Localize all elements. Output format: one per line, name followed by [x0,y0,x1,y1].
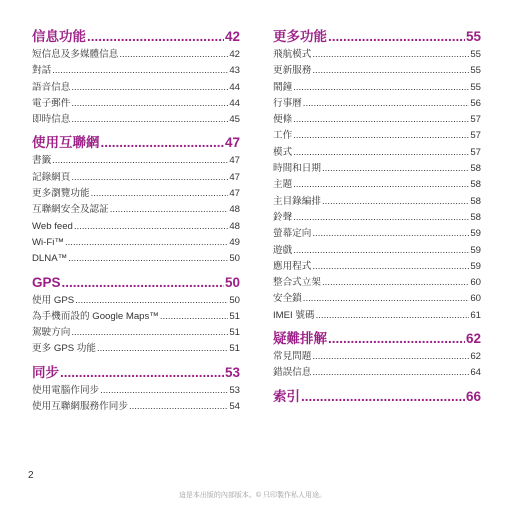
toc-entry[interactable]: 時間和日期 ..... 58 [273,161,481,177]
toc-entry[interactable]: 書籤 ..... 47 [32,153,240,169]
toc-entry[interactable]: 遊戲 ..... 59 [273,243,481,259]
toc-entry[interactable]: 便條 ..... 57 [273,112,481,128]
toc-heading[interactable]: 更多功能 ..... 55 [273,26,481,47]
toc-entry[interactable]: 常見問題 ..... 62 [273,349,481,365]
toc-entry[interactable]: 鬧鐘 ..... 55 [273,80,481,96]
toc-heading[interactable]: 同步 ..... 53 [32,362,240,383]
toc-section [32,272,240,358]
toc-left-column [32,26,240,419]
toc-section [273,328,481,382]
toc-entry[interactable]: 模式 ..... 57 [273,145,481,161]
toc-heading[interactable]: 信息功能 ..... 42 [32,26,240,47]
toc-heading[interactable]: 使用互聯網 ..... 47 [32,132,240,153]
toc-entry[interactable]: 使用 GPS ..... 50 [32,293,240,309]
toc-entry[interactable]: 主題 ..... 58 [273,177,481,193]
toc-entry[interactable]: 為手機而設的 Google Maps™ ..... 51 [32,309,240,325]
footer-notice: 這是本出版的內部版本。© 只印製作私人用途。 [178,492,327,499]
toc-entry[interactable]: 螢幕定向 ..... 59 [273,226,481,242]
toc-entry[interactable]: 應用程式 ..... 59 [273,259,481,275]
toc-entry[interactable]: 錯誤信息 ..... 64 [273,365,481,381]
toc-entry[interactable]: 整合式立架 ..... 60 [273,275,481,291]
toc-entry[interactable]: 電子郵件 ..... 44 [32,96,240,112]
toc-entry[interactable]: 更多 GPS 功能 ..... 51 [32,341,240,357]
toc-entry[interactable]: 短信息及多媒體信息 ..... 42 [32,47,240,63]
toc-entry[interactable]: 工作 ..... 57 [273,128,481,144]
toc-section [273,386,481,407]
toc-heading[interactable]: 疑難排解 ..... 62 [273,328,481,349]
toc-entry[interactable]: DLNA™ ..... 50 [32,251,240,267]
toc-section [273,26,481,324]
toc-entry[interactable]: Web feed ..... 48 [32,219,240,235]
toc-section [32,26,240,128]
toc-entry[interactable]: 飛航模式 ..... 55 [273,47,481,63]
page-number: 2 [28,470,34,481]
toc-entry[interactable]: 鈴聲 ..... 58 [273,210,481,226]
toc-section [32,362,240,416]
toc-entry[interactable]: 駕駛方向 ..... 51 [32,325,240,341]
toc-entry[interactable]: 記錄網頁 ..... 47 [32,170,240,186]
toc-entry[interactable]: 更新服務 ..... 55 [273,63,481,79]
toc-right-column [273,26,481,411]
toc-entry[interactable]: 使用互聯網服務作同步 ..... 54 [32,399,240,415]
toc-entry[interactable]: 互聯網安全及認証 ..... 48 [32,202,240,218]
toc-entry[interactable]: 更多瀏覽功能 ..... 47 [32,186,240,202]
toc-entry[interactable]: Wi-Fi™ ..... 49 [32,235,240,251]
toc-heading[interactable]: 索引 ..... 66 [273,386,481,407]
toc-entry[interactable]: IMEI 號碼 ..... 61 [273,308,481,324]
toc-entry[interactable]: 對話 ..... 43 [32,63,240,79]
toc-entry[interactable]: 即時信息 ..... 45 [32,112,240,128]
toc-heading[interactable]: GPS ..... 50 [32,272,240,293]
toc-entry[interactable]: 使用電腦作同步 ..... 53 [32,383,240,399]
toc-entry[interactable]: 行事曆 ..... 56 [273,96,481,112]
toc-entry[interactable]: 主目錄編排 ..... 58 [273,194,481,210]
toc-section [32,132,240,267]
toc-entry[interactable]: 安全鎖 ..... 60 [273,291,481,307]
toc-entry[interactable]: 語音信息 ..... 44 [32,80,240,96]
